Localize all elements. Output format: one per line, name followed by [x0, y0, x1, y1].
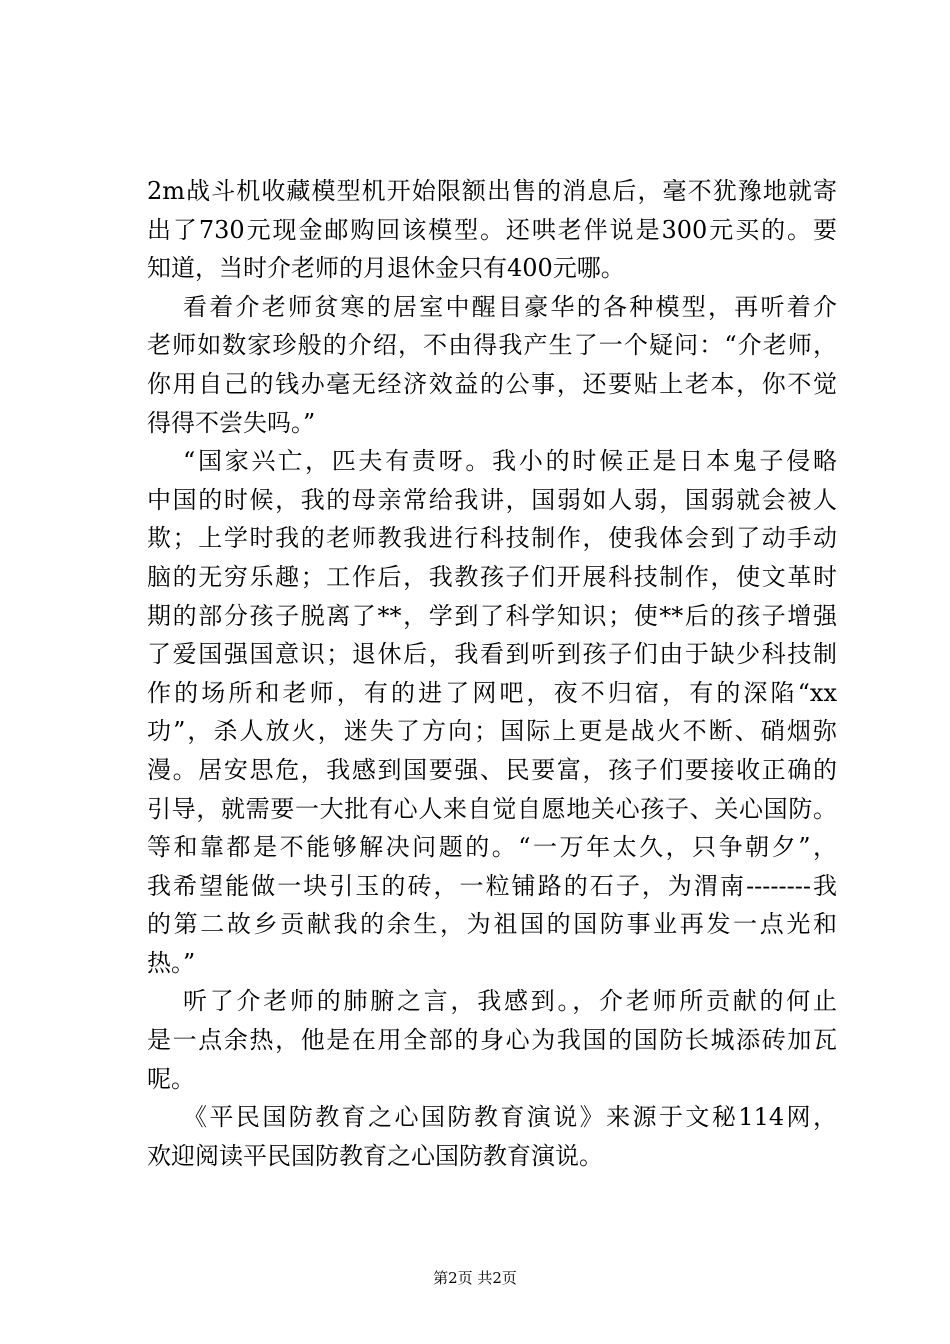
text-line: 了爱国强国意识；退休后，我看到听到孩子们由于缺少科技制 — [147, 640, 837, 669]
text-line: 等和靠都是不能够解决问题的。“一万年太久，只争朝夕”， — [147, 833, 837, 862]
text-line: 得得不尝失吗。” — [147, 408, 316, 437]
text-line: 《平民国防教育之心国防教育演说》来源于文秘114网， — [183, 1103, 837, 1132]
text-line: 引导，就需要一大批有心人来自觉自愿地关心孩子、关心国防。 — [147, 794, 837, 823]
text-line: 欢迎阅读平民国防教育之心国防教育演说。 — [147, 1141, 603, 1170]
text-line: 是一点余热，他是在用全部的身心为我国的国防长城添砖加瓦 — [147, 1026, 837, 1055]
text-line: 作的场所和老师，有的进了网吧，夜不归宿，有的深陷“xx — [147, 678, 837, 707]
paragraph — [147, 982, 837, 1098]
text-line: 功”，杀人放火，迷失了方向；国际上更是战火不断、硝烟弥 — [147, 717, 837, 746]
text-line: 期的部分孩子脱离了**，学到了科学知识；使**后的孩子增强 — [147, 601, 837, 630]
text-line: 听了介老师的肺腑之言，我感到。，介老师所贡献的何止 — [183, 987, 837, 1016]
text-line: 中国的时候，我的母亲常给我讲，国弱如人弱，国弱就会被人 — [147, 485, 837, 514]
text-line: 脑的无穷乐趣；工作后，我教孩子们开展科技制作，使文革时 — [147, 562, 837, 591]
text-line: “国家兴亡，匹夫有责呀。我小的时候正是日本鬼子侵略 — [183, 447, 837, 476]
paragraph — [147, 172, 837, 288]
text-line: 欺；上学时我的老师教我进行科技制作，使我体会到了动手动 — [147, 524, 837, 553]
document-body — [147, 172, 837, 1175]
paragraph — [147, 288, 837, 442]
text-line: 的第二故乡贡献我的余生，为祖国的国防事业再发一点光和 — [147, 910, 837, 939]
text-line: 出了730元现金邮购回该模型。还哄老伴说是300元买的。要 — [147, 215, 837, 244]
text-line: 你用自己的钱办毫无经济效益的公事，还要贴上老本，你不觉 — [147, 369, 837, 398]
text-line: 呢。 — [147, 1064, 195, 1093]
text-line: 知道，当时介老师的月退休金只有400元哪。 — [147, 254, 625, 283]
paragraph — [147, 442, 837, 982]
text-line: 老师如数家珍般的介绍，不由得我产生了一个疑问：“介老师， — [147, 331, 837, 360]
text-line: 漫。居安思危，我感到国要强、民要富，孩子们要接收正确的 — [147, 755, 837, 784]
text-line: 看着介老师贫寒的居室中醒目豪华的各种模型，再听着介 — [183, 292, 837, 321]
text-line: 热。” — [147, 948, 196, 977]
page-footer — [0, 1268, 950, 1288]
text-line: 我希望能做一块引玉的砖，一粒铺路的石子，为渭南--------我 — [147, 871, 837, 900]
text-line: 2m战斗机收藏模型机开始限额出售的消息后，毫不犹豫地就寄 — [147, 177, 837, 205]
paragraph — [147, 1098, 837, 1175]
page-number-label: 第2页 共2页 — [433, 1269, 517, 1287]
